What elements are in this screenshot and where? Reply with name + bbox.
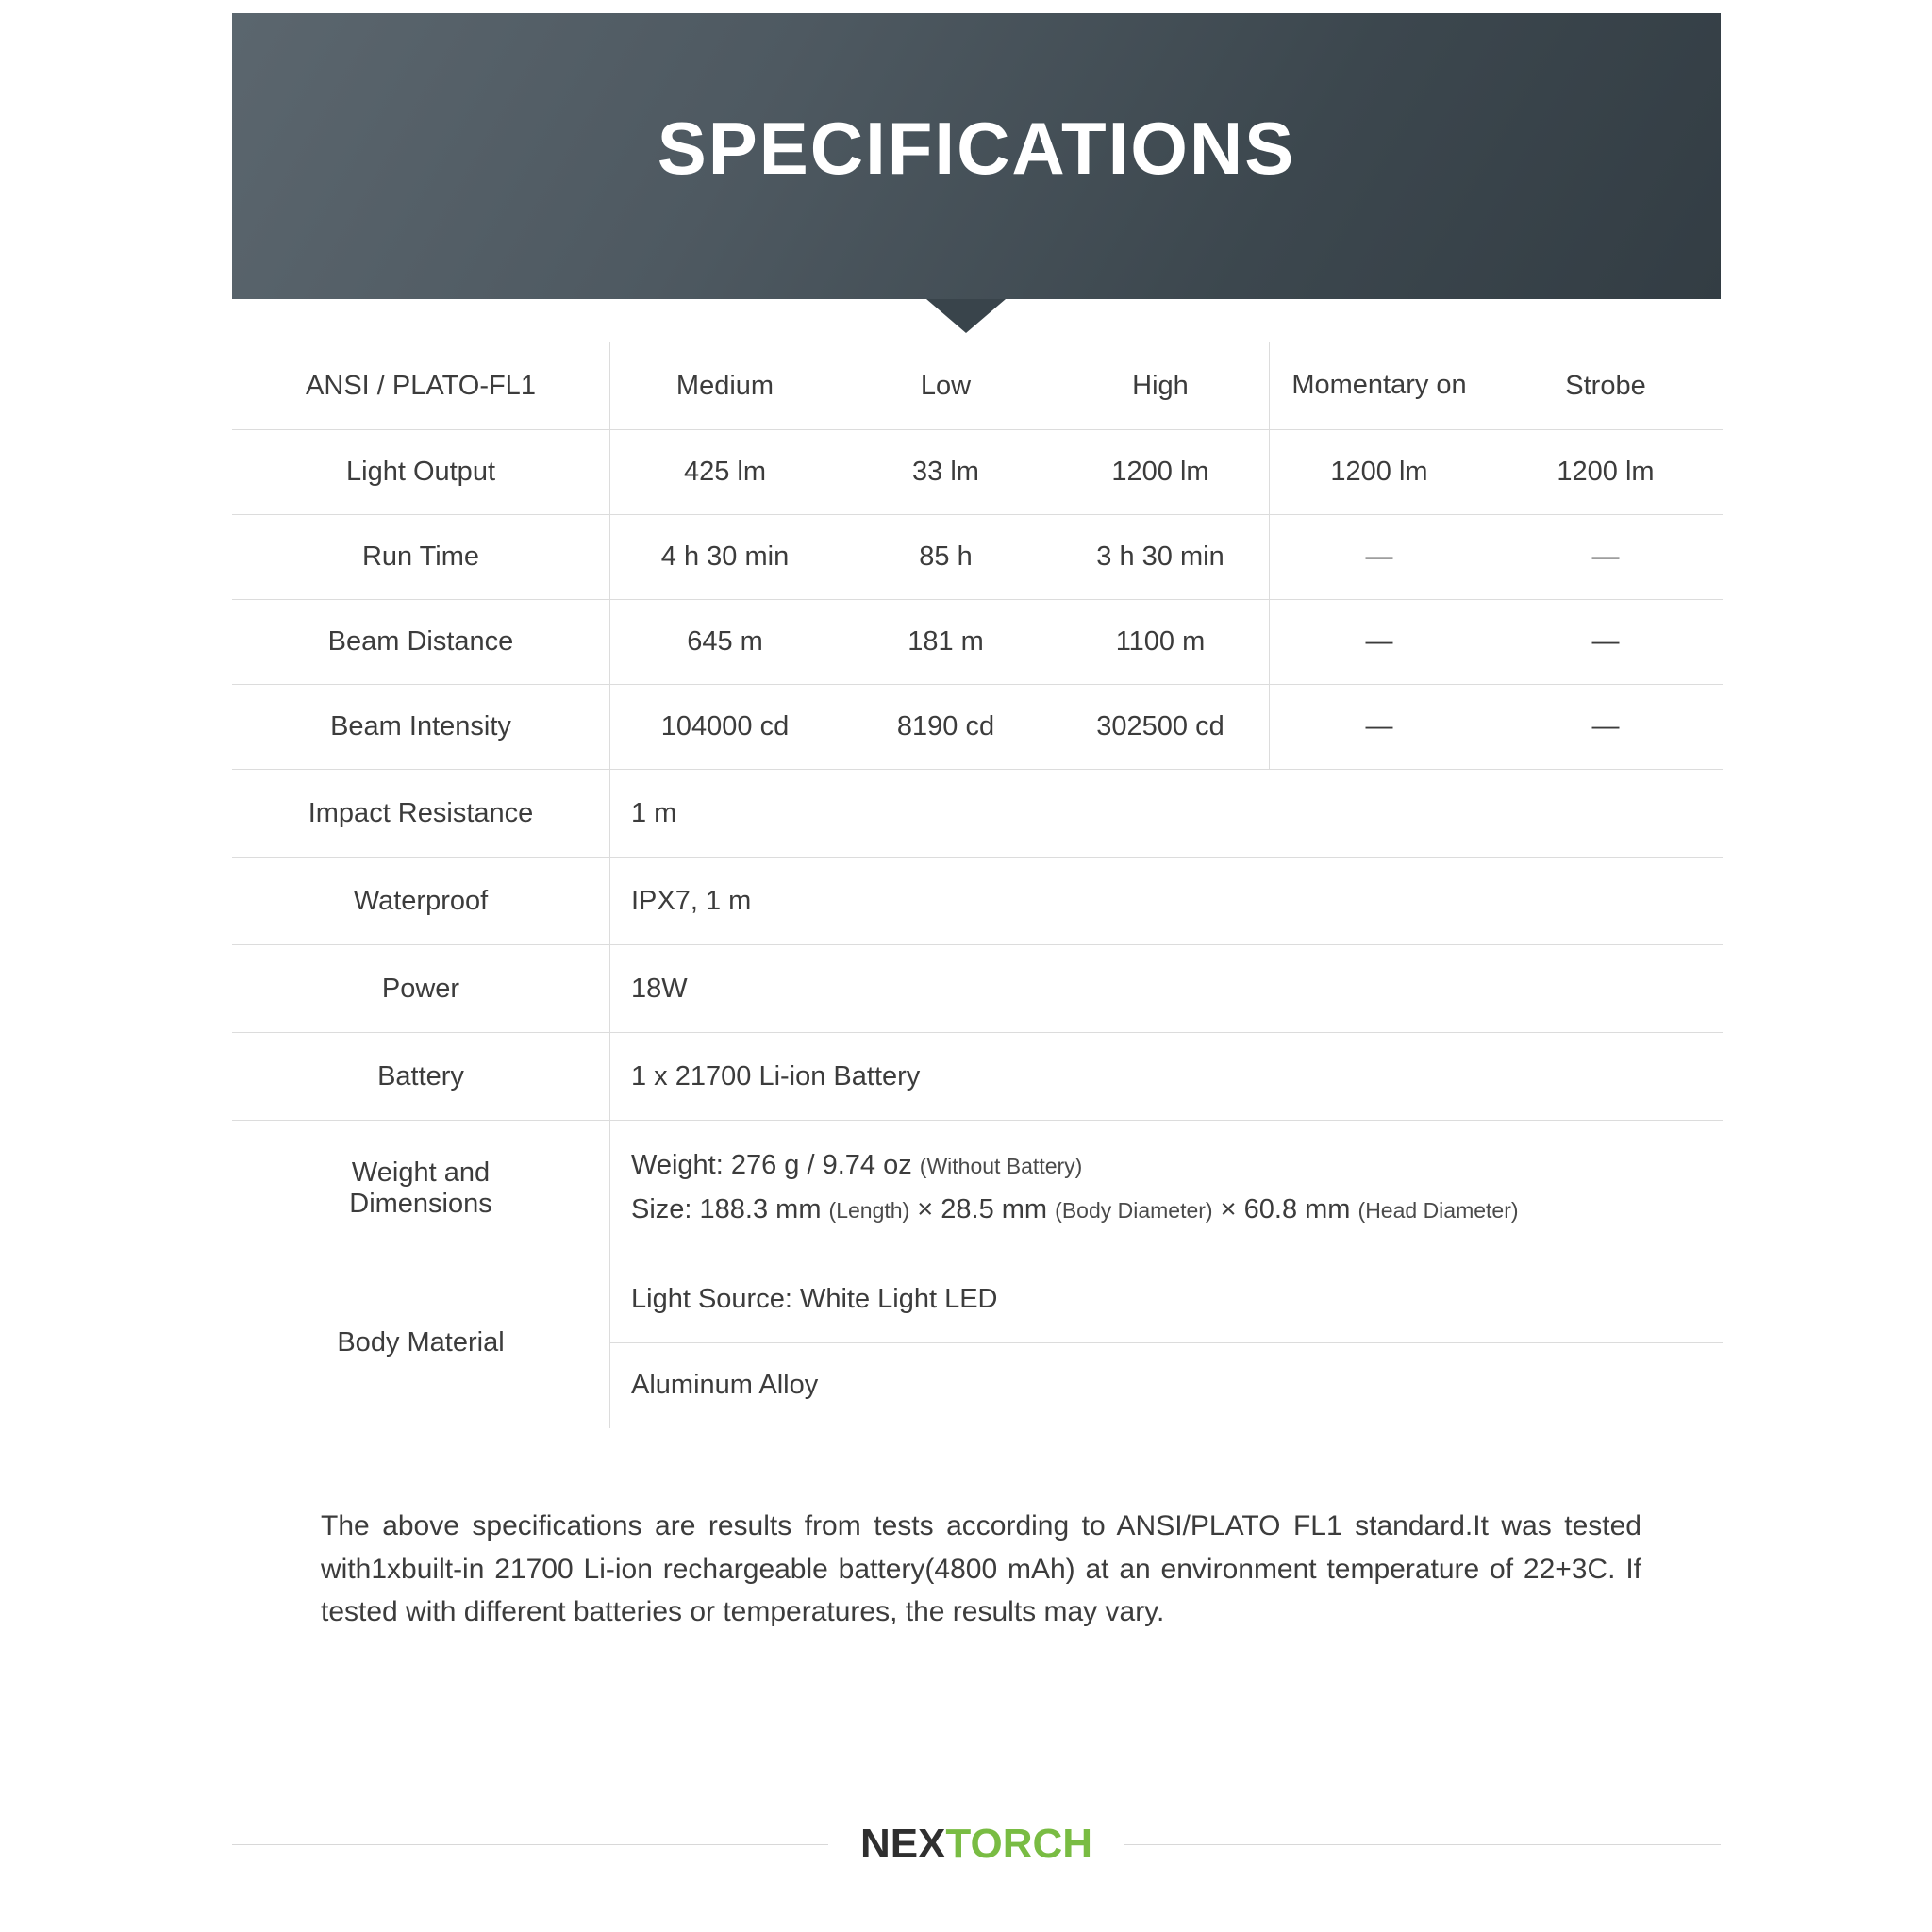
weight-line xyxy=(631,1143,1723,1188)
size-length-note: (Length) xyxy=(828,1197,910,1223)
size-line xyxy=(631,1188,1723,1232)
header-banner xyxy=(232,13,1721,299)
logo-text-torch: TORCH xyxy=(945,1821,1093,1867)
page-title: SPECIFICATIONS xyxy=(657,106,1296,190)
cell-beam-intensity-strobe: — xyxy=(1489,685,1723,770)
size-head-diameter: × 60.8 mm xyxy=(1220,1193,1351,1224)
row-label-power: Power xyxy=(232,945,610,1033)
row-label-weight-dimensions xyxy=(232,1121,610,1257)
cell-power-value: 18W xyxy=(610,945,1724,1033)
cell-run-time-high: 3 h 30 min xyxy=(1052,515,1270,600)
row-label-run-time: Run Time xyxy=(232,515,610,600)
size-body-diameter: × 28.5 mm xyxy=(917,1193,1048,1224)
cell-run-time-low: 85 h xyxy=(840,515,1052,600)
cell-light-output-low: 33 lm xyxy=(840,430,1052,515)
cell-run-time-strobe: — xyxy=(1489,515,1723,600)
cell-beam-distance-strobe: — xyxy=(1489,600,1723,685)
table-row xyxy=(232,945,1723,1033)
cell-beam-intensity-medium: 104000 cd xyxy=(610,685,841,770)
column-header-low: Low xyxy=(840,342,1052,430)
cell-weight-dimensions-value xyxy=(610,1121,1724,1257)
cell-beam-intensity-high: 302500 cd xyxy=(1052,685,1270,770)
column-header-momentary-on: Momentary on xyxy=(1270,342,1490,430)
column-header-standard: ANSI / PLATO-FL1 xyxy=(232,342,610,430)
cell-beam-distance-momentary: — xyxy=(1270,600,1490,685)
brand-footer xyxy=(232,1821,1721,1868)
footnote-text: The above specifications are results from tests according to ANSI/PLATO FL1 standard.It was tested with1xbuilt-in 21700 Li-ion rechargeable battery(4800 mAh) at an environment temperature of 22+3C. If tested with different batteries or temperatures, the results may vary. xyxy=(321,1510,1641,1628)
cell-light-source-value: Light Source: White Light LED xyxy=(610,1257,1724,1342)
table-row xyxy=(232,600,1723,685)
cell-beam-distance-medium: 645 m xyxy=(610,600,841,685)
cell-light-output-high: 1200 lm xyxy=(1052,430,1270,515)
cell-light-output-strobe: 1200 lm xyxy=(1489,430,1723,515)
row-label-light-output: Light Output xyxy=(232,430,610,515)
column-header-high: High xyxy=(1052,342,1270,430)
nextorch-logo xyxy=(828,1821,1124,1868)
table-row xyxy=(232,1257,1723,1342)
cell-waterproof-value: IPX7, 1 m xyxy=(610,858,1724,945)
cell-battery-value: 1 x 21700 Li-ion Battery xyxy=(610,1033,1724,1121)
cell-light-output-medium: 425 lm xyxy=(610,430,841,515)
table-row xyxy=(232,430,1723,515)
weight-dimensions-label-line1: Weight and xyxy=(351,1157,491,1188)
cell-run-time-momentary: — xyxy=(1270,515,1490,600)
divider-right xyxy=(1124,1844,1721,1845)
column-header-strobe: Strobe xyxy=(1489,342,1723,430)
cell-beam-intensity-momentary: — xyxy=(1270,685,1490,770)
column-header-medium: Medium xyxy=(610,342,841,430)
table-row xyxy=(232,1121,1723,1257)
weight-note: (Without Battery) xyxy=(919,1154,1083,1178)
row-label-body-material: Body Material xyxy=(232,1257,610,1428)
cell-impact-resistance-value: 1 m xyxy=(610,770,1724,858)
weight-value: Weight: 276 g / 9.74 oz xyxy=(631,1150,912,1180)
row-label-beam-intensity: Beam Intensity xyxy=(232,685,610,770)
logo-text-next: NEX xyxy=(859,1821,946,1867)
table-row xyxy=(232,515,1723,600)
row-label-impact-resistance: Impact Resistance xyxy=(232,770,610,858)
cell-beam-distance-high: 1100 m xyxy=(1052,600,1270,685)
row-label-battery: Battery xyxy=(232,1033,610,1121)
size-length: Size: 188.3 mm xyxy=(631,1193,822,1224)
table-row xyxy=(232,685,1723,770)
header-notch-arrow xyxy=(926,299,1006,333)
specifications-table-wrapper xyxy=(232,342,1721,1428)
divider-left xyxy=(232,1844,828,1845)
cell-light-output-momentary: 1200 lm xyxy=(1270,430,1490,515)
specifications-table xyxy=(232,342,1723,1428)
table-row xyxy=(232,858,1723,945)
table-row xyxy=(232,770,1723,858)
size-body-note: (Body Diameter) xyxy=(1055,1197,1213,1223)
cell-beam-distance-low: 181 m xyxy=(840,600,1052,685)
weight-dimensions-label-line2: Dimensions xyxy=(349,1188,492,1219)
table-header-row xyxy=(232,342,1723,430)
cell-body-material-value: Aluminum Alloy xyxy=(631,1370,819,1401)
cell-beam-intensity-low: 8190 cd xyxy=(840,685,1052,770)
row-label-waterproof: Waterproof xyxy=(232,858,610,945)
table-row xyxy=(232,1033,1723,1121)
cell-run-time-medium: 4 h 30 min xyxy=(610,515,841,600)
size-head-note: (Head Diameter) xyxy=(1357,1197,1519,1223)
row-label-beam-distance: Beam Distance xyxy=(232,600,610,685)
